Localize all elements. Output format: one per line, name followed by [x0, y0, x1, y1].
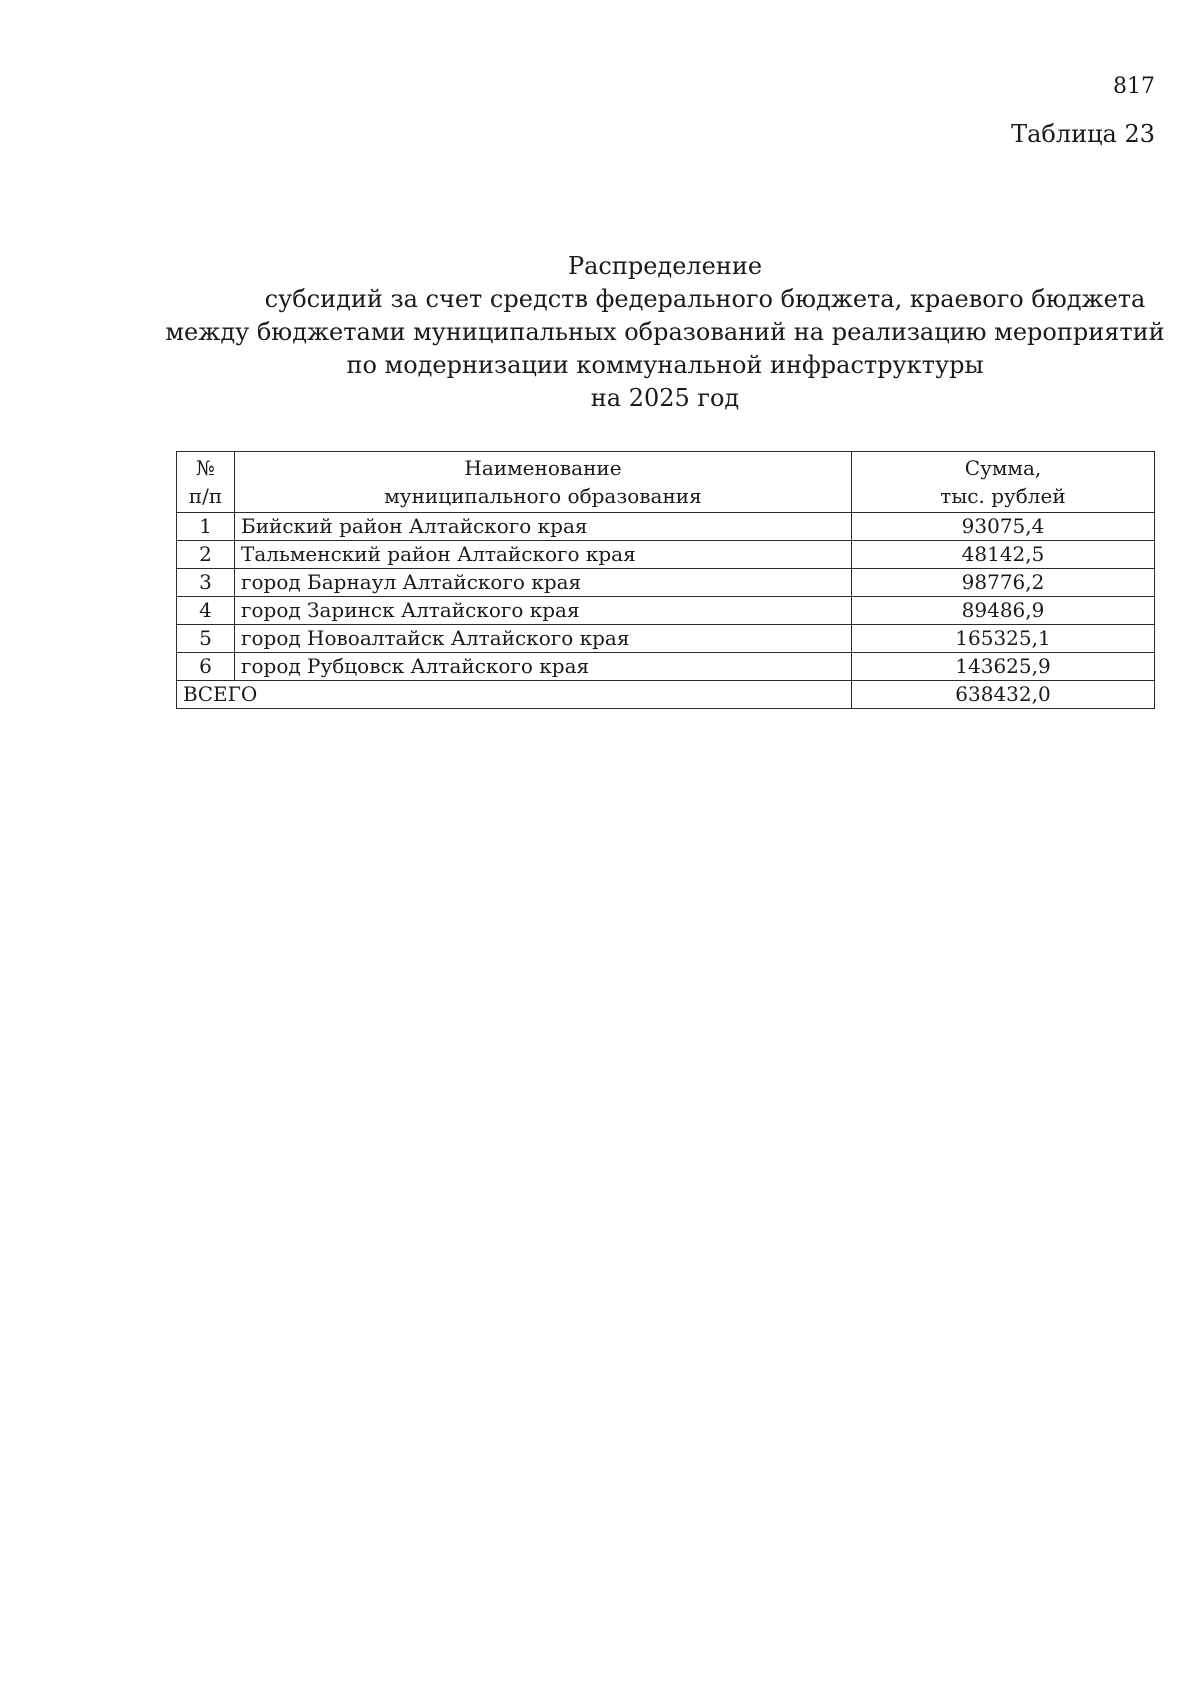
header-num-line1: №: [196, 456, 215, 480]
table-row: [177, 569, 1155, 597]
heading-line: Распределение: [567, 252, 763, 280]
document-heading: [150, 250, 1180, 415]
row-num: 6: [177, 653, 235, 681]
row-sum: 93075,4: [852, 513, 1155, 541]
table-label: Таблица 23: [1011, 120, 1155, 148]
header-name-cell: [235, 452, 852, 513]
row-sum: 48142,5: [852, 541, 1155, 569]
row-sum: 89486,9: [852, 597, 1155, 625]
page-number: 817: [1113, 74, 1155, 99]
table-total-row: [177, 681, 1155, 709]
row-sum: 165325,1: [852, 625, 1155, 653]
header-num-line2: п/п: [188, 484, 223, 508]
header-sum-cell: [852, 452, 1155, 513]
header-name-line1: Наименование: [464, 456, 622, 480]
heading-line: на 2025 год: [590, 384, 740, 412]
row-name: Бийский район Алтайского края: [235, 513, 852, 541]
total-sum: 638432,0: [852, 681, 1155, 709]
row-sum: 143625,9: [852, 653, 1155, 681]
total-label: ВСЕГО: [177, 681, 852, 709]
row-name: город Рубцовск Алтайского края: [235, 653, 852, 681]
subsidy-table: [176, 451, 1155, 709]
heading-line: между бюджетами муниципальных образований на реализацию мероприятий: [165, 318, 1165, 346]
header-sum-line1: Сумма,: [964, 456, 1042, 480]
table-row: [177, 513, 1155, 541]
header-num-cell: [177, 452, 235, 513]
table-row: [177, 653, 1155, 681]
table-header-row: [177, 452, 1155, 513]
header-sum-line2: тыс. рублей: [940, 484, 1066, 508]
row-num: 4: [177, 597, 235, 625]
table-row: [177, 625, 1155, 653]
table-row: [177, 597, 1155, 625]
row-num: 3: [177, 569, 235, 597]
row-name: город Барнаул Алтайского края: [235, 569, 852, 597]
row-name: город Заринск Алтайского края: [235, 597, 852, 625]
row-num: 2: [177, 541, 235, 569]
row-name: город Новоалтайск Алтайского края: [235, 625, 852, 653]
heading-line: субсидий за счет средств федерального бюджета, краевого бюджета: [264, 285, 1146, 313]
row-sum: 98776,2: [852, 569, 1155, 597]
table-row: [177, 541, 1155, 569]
row-num: 1: [177, 513, 235, 541]
header-name-line2: муниципального образования: [384, 484, 702, 508]
row-name: Тальменский район Алтайского края: [235, 541, 852, 569]
heading-line: по модернизации коммунальной инфраструктуры: [346, 351, 984, 379]
row-num: 5: [177, 625, 235, 653]
